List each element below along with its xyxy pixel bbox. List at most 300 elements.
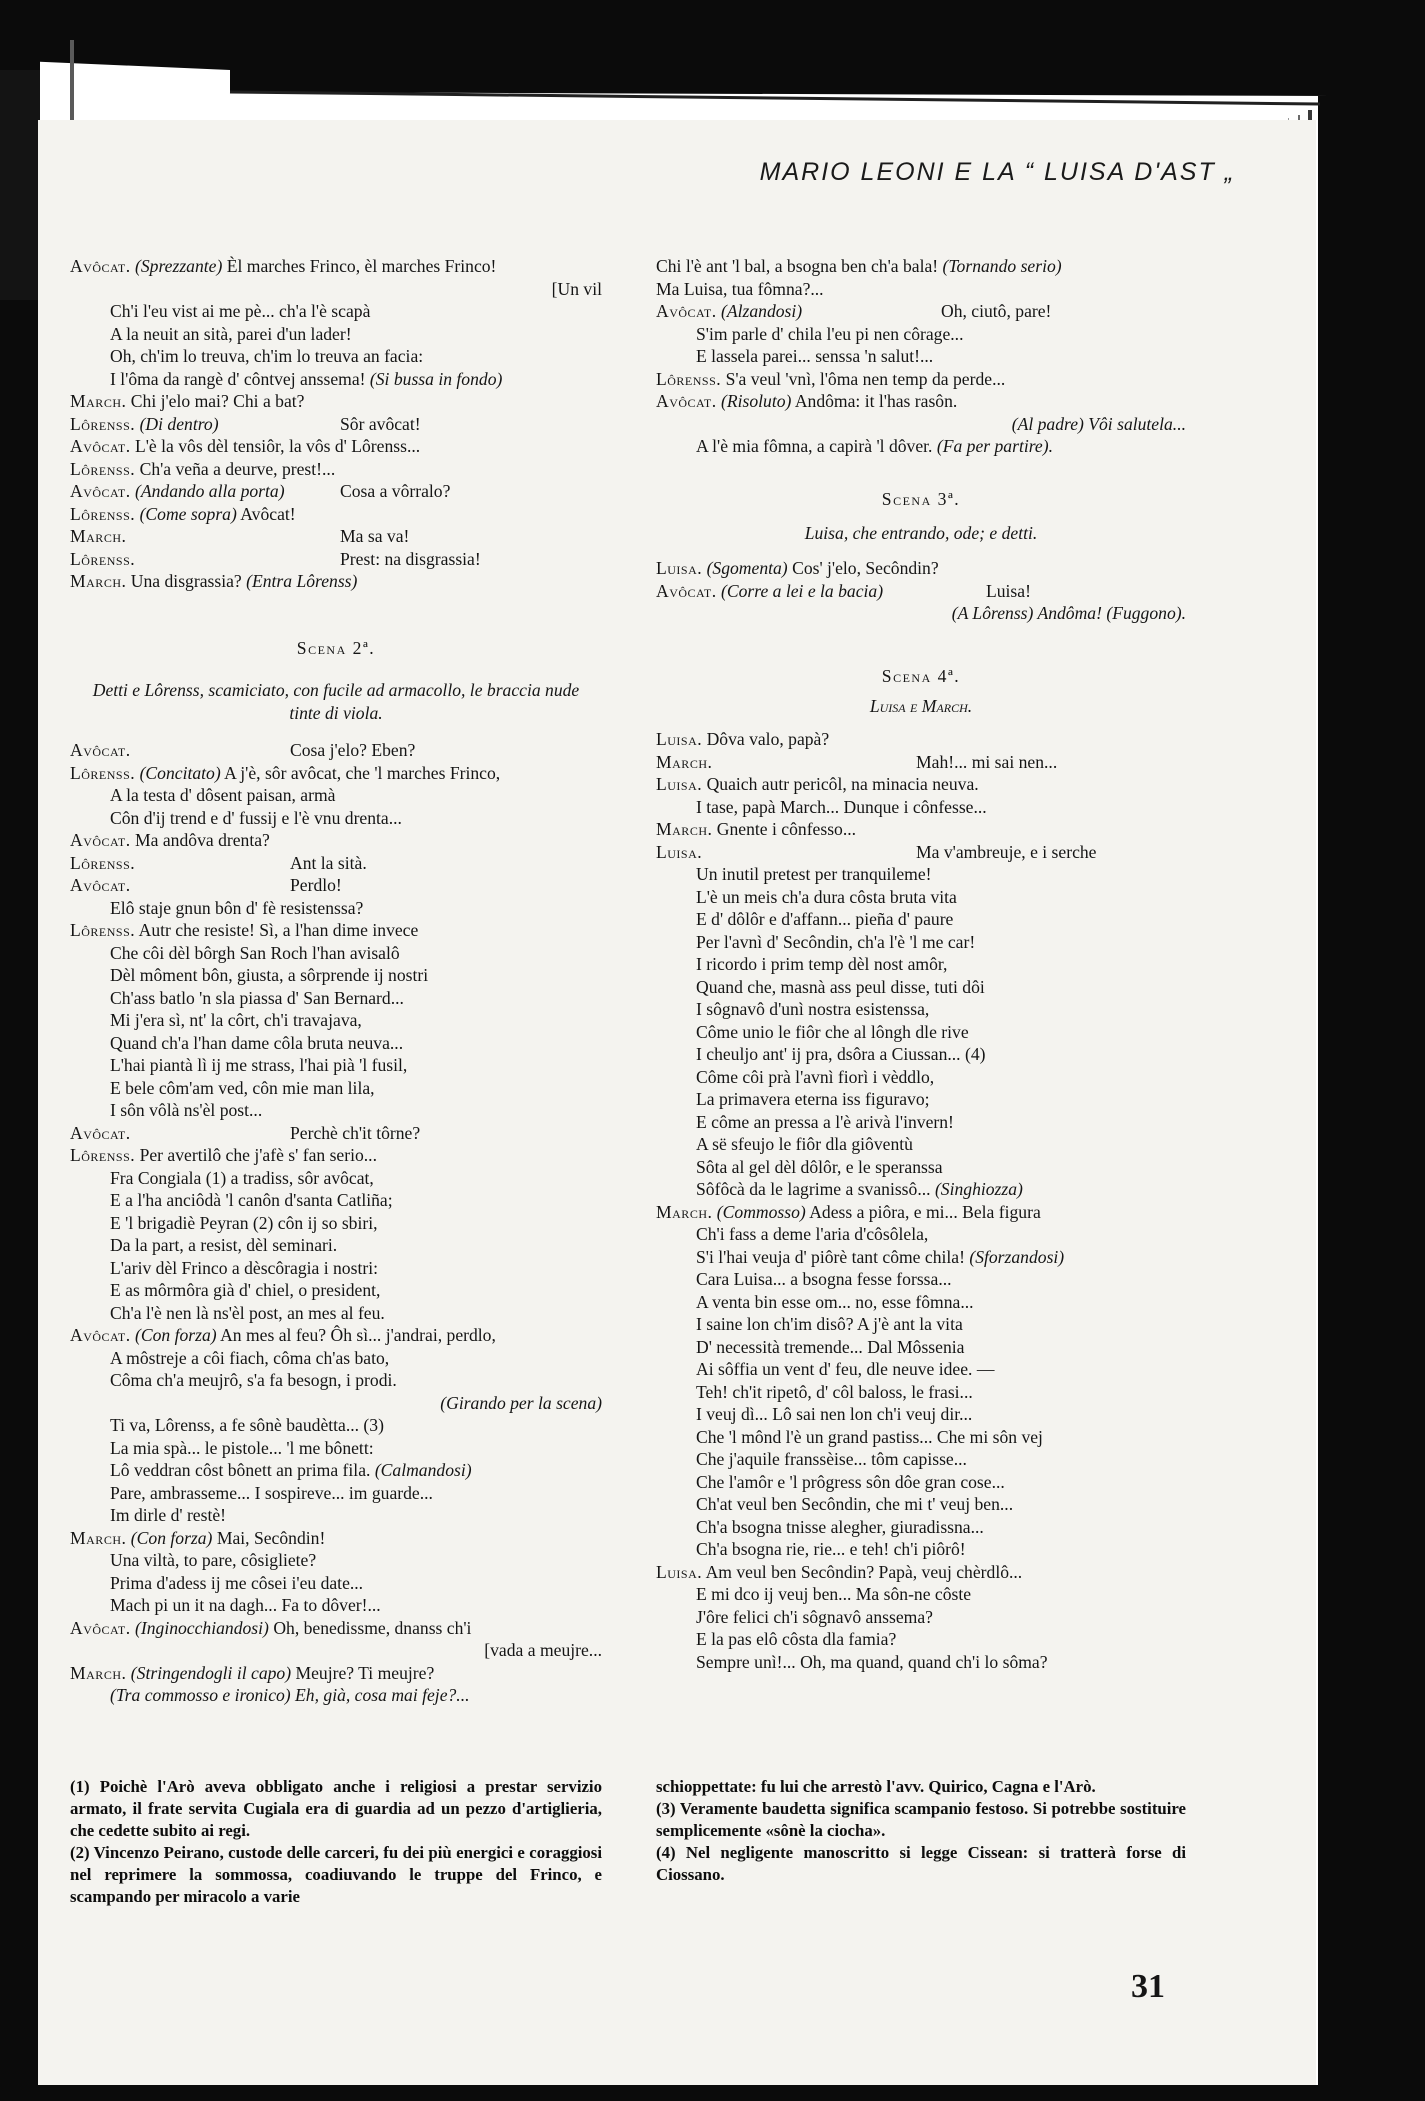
speaker-name: Luisa. [656,558,703,578]
speaker-name: Lôrenss. [70,762,136,783]
speaker-name: Avôcat. [70,740,131,760]
line-text: Una disgrassia? [130,571,242,591]
line-text: Che côi dèl bôrgh San Roch l'han avisalô [110,942,400,963]
verse-line [70,548,602,571]
verse-line [656,1336,1186,1359]
line-text: S'im parle d' chila l'eu pi nen côrage... [696,323,964,344]
line-text: D' necessità tremende... Dal Môssenia [696,1336,965,1357]
speaker-name: Lôrenss. [70,852,136,873]
line-text: Ch'a bsogna tnisse alegher, giuradissna... [696,1516,984,1537]
stage-direction: (Di dentro) [139,413,219,434]
line-text: L'hai piantà lì ij me strass, l'hai pià 'l fusil, [110,1055,408,1075]
speaker-name: Lôrenss. [70,413,136,434]
line-text: Gnente i cônfesso... [716,819,857,839]
verse-line [656,728,1186,751]
verse-line [656,300,1186,323]
line-text: [Un vil [551,278,602,299]
speaker-name: Lôrenss. [70,1145,136,1165]
verse-line [656,278,1186,301]
line-text: E la pas elô côsta dla famia? [696,1629,897,1649]
verse-line [656,1471,1186,1494]
line-text: [vada a meujre... [484,1640,602,1660]
speaker-name: Luisa. [656,729,703,749]
verse-line [70,762,602,785]
line-text: Chi l'è ant 'l bal, a bsogna ben ch'a bala! [656,256,939,276]
line-text: Andôma: it l'has rasôn. [794,391,958,411]
line-text: J'ôre felici ch'i sôgnavô anssema? [696,1606,933,1627]
dialogue-block-1 [70,255,602,593]
stage-direction: (Sforzandosi) [969,1246,1065,1267]
verse-line [656,557,1186,580]
verse-line [656,1268,1186,1291]
line-text: L'è la vôs dèl tensiôr, la vôs d' Lôrenss... [135,436,421,456]
line-text: I l'ôma da rangè d' côntvej anssema! [110,368,366,389]
line-text: Ai sôffia un vent d' feu, dle neuve idee. — [696,1359,995,1379]
line-text: E mi dco ij veuj ben... Ma sôn-ne côste [696,1584,972,1604]
verse-line [70,739,602,762]
line-text: Pare, ambrasseme... I sospireve... im guarde... [110,1482,433,1503]
running-title: MARIO LEONI E LA “ LUISA D'AST „ [759,158,1235,186]
right-column [656,255,1186,1673]
verse-line [70,1122,602,1145]
speaker-name: Avôcat. [656,301,717,321]
stage-direction: (Concitato) [139,762,221,783]
line-text: Sôfôcà da le lagrime a svanissô... [696,1179,931,1199]
verse-line [656,841,1186,864]
line-text: Ma v'ambreuje, e i serche [916,841,1097,862]
line-text: Sôta al gel dèl dôlôr, e le speranssa [696,1156,943,1177]
line-text: Ch'a bsogna rie, rie... e teh! ch'i piôrô! [696,1539,966,1559]
verse-line [70,1324,602,1347]
line-text: Cosa a vôrralo? [340,481,451,501]
verse-line [70,1077,602,1100]
verse-line [70,1189,602,1212]
line-text: I veuj dì... Lô sai nen lon ch'i veuj dir... [696,1404,973,1424]
verse-line [656,1223,1186,1246]
verse-line [656,580,1186,603]
stage-direction: (Inginocchiandosi) [135,1617,269,1638]
stage-direction: (Con forza) [135,1325,217,1345]
line-text: Am veul ben Secôndin? Papà, veuj chèrdlô... [705,1561,1023,1582]
verse-line [70,323,602,346]
line-text: Cara Luisa... a bsogna fesse forssa... [696,1269,952,1289]
scene-2-stage-direction: Detti e Lôrenss, scamiciato, con fucile ad armacollo, le braccia nude tinte di viola. [92,680,580,723]
verse-line [70,1414,602,1437]
verse-line [656,863,1186,886]
stage-direction: (Stringendogli il capo) [130,1662,292,1683]
verse-line [70,1144,602,1167]
verse-line [656,1291,1186,1314]
line-text: I sôgnavô d'unì nostra esistenssa, [696,999,930,1019]
speaker-name: March. [70,1662,127,1683]
verse-line [656,1201,1186,1224]
footnote-2: (2) Vincenzo Peirano, custode delle carceri, fu dei più energici e coraggiosi nel reprimere la sommossa, coadiuvando le truppe del Frinco, e scampando per miracolo a varie [70,1843,602,1906]
verse-line [70,1032,602,1055]
line-text: Ch'i fass a deme l'aria d'côsôlela, [696,1224,929,1244]
verse-line [656,1246,1186,1269]
line-text: Mai, Secôndin! [216,1527,326,1548]
verse-line [656,345,1186,368]
verse-line [656,773,1186,796]
verse-line [70,1212,602,1235]
line-text: Oh, benedissme, dnanss ch'i [273,1617,472,1638]
line-text: Prest: na disgrassia! [340,548,481,569]
line-text: I sôn vôlà ns'èl post... [110,1100,263,1120]
verse-line [70,345,602,368]
verse-line [656,368,1186,391]
speaker-name: Luisa. [656,841,703,862]
speaker-name: Avôcat. [70,481,131,501]
verse-line [70,1594,602,1617]
verse-line [656,1403,1186,1426]
stage-direction: (Fa per partire). [936,436,1053,456]
verse-line [656,818,1186,841]
verse-line [656,1426,1186,1449]
verse-line [70,1054,602,1077]
line-text: I cheuljo ant' ij pra, dsôra a Ciussan... (4) [696,1044,986,1064]
speaker-name: Avôcat. [70,436,131,456]
scene-4-title: Scena 4ª. [881,665,961,686]
line-text: L'ariv dèl Frinco a dèscôragia i nostri: [110,1257,378,1278]
line-text: Ch'ass batlo 'n sla piassa d' San Bernard... [110,987,404,1008]
verse-line [656,1313,1186,1336]
verse-line [656,1538,1186,1561]
speaker-name: Avôcat. [656,391,717,411]
verse-line [70,852,602,875]
line-text: Luisa! [986,580,1031,601]
line-text: E d' dôlôr e d'affann... pieña d' paure [696,909,954,929]
verse-line [656,1066,1186,1089]
footnote-1: (1) Poichè l'Arò aveva obbligato anche i religiosi a prestar servizio armato, il frate servita Cugiala era di guardia ad un pezzo d'artiglieria, che cedette subito ai regi. [70,1777,602,1840]
line-text: Ch'i l'eu vist ai me pè... ch'a l'è scapà [110,301,371,321]
line-text: Ch'a l'è nen là ns'èl post, an mes al feu. [110,1302,385,1323]
line-text: I tase, papà March... Dunque i cônfesse... [696,796,987,817]
line-text: I saine lon ch'im disô? A j'è ant la vita [696,1314,963,1334]
line-text: A së sfeujo le fiôr dla giôventù [696,1134,913,1154]
speaker-name: Avôcat. [70,1122,131,1143]
speaker-name: March. [70,391,127,411]
verse-line [656,908,1186,931]
speaker-name: March. [656,819,713,839]
dialogue-block-2 [70,739,602,1707]
line-text: Fra Congiala (1) a tradiss, sôr avôcat, [110,1167,374,1188]
speaker-name: Avôcat. [70,830,131,850]
line-text: E lassela parei... senssa 'n salut!... [696,346,934,366]
verse-line [70,1572,602,1595]
verse-line [70,942,602,965]
verse-line [70,874,602,897]
line-text: E a l'ha anciôdà 'l canôn d'santa Catliña; [110,1190,393,1210]
line-text: An mes al feu? Ôh sì... j'andrai, perdlo, [220,1325,496,1345]
verse-line [656,1561,1186,1584]
line-text: Oh, ciutô, pare! [941,301,1052,321]
line-text: La primavera eterna iss figuravo; [696,1089,930,1109]
stage-direction: (Con forza) [130,1527,213,1548]
verse-line [656,1133,1186,1156]
line-text: Sempre unì!... Oh, ma quand, quand ch'i lo sôma? [696,1651,1048,1672]
line-text: Autr che resiste! Sì, a l'han dime invece [138,920,419,940]
verse-line [70,1504,602,1527]
verse-line [70,1549,602,1572]
verse-line [656,602,1186,625]
stage-direction: (Andando alla porta) [135,481,285,501]
line-text: Èl marches Frinco, èl marches Frinco! [226,256,497,276]
line-text: Per l'avnì d' Secôndin, ch'a l'è 'l me car! [696,931,976,952]
line-text: Ant la sità. [290,852,367,873]
line-text: Cos' j'elo, Secôndin? [792,558,939,578]
verse-line [656,1606,1186,1629]
stage-direction: (Come sopra) [139,503,237,524]
line-text: Quaich autr pericôl, na minacia neuva. [706,774,979,794]
verse-line [70,1099,602,1122]
verse-line [656,255,1186,278]
verse-line [656,1628,1186,1651]
verse-line [656,413,1186,436]
verse-line [656,1448,1186,1471]
speaker-name: Avôcat. [70,1617,131,1638]
stage-direction: (Alzandosi) [721,301,803,321]
line-text: Adess a piôra, e mi... Bela figura [809,1201,1041,1222]
line-text: Un inutil pretest per tranquileme! [696,864,932,884]
verse-line [70,480,602,503]
verse-line [656,1358,1186,1381]
verse-line [70,503,602,526]
line-text: Côma ch'a meujrô, s'a fa besogn, i prodi. [110,1370,397,1390]
verse-line [656,953,1186,976]
verse-line [656,1651,1186,1674]
stage-direction: (Calmandosi) [374,1460,472,1480]
line-text: S'i l'hai veuja d' piôrè tant côme chila! [696,1246,965,1267]
verse-line [70,1369,602,1392]
speaker-name: Avôcat. [656,580,717,601]
verse-line [656,1088,1186,1111]
verse-line [656,998,1186,1021]
verse-line [70,1234,602,1257]
verse-line [656,931,1186,954]
speaker-name: Luisa. [656,774,703,794]
verse-line [656,751,1186,774]
verse-line [70,525,602,548]
line-text: Perdlo! [290,875,342,895]
line-text: Côme côi prà l'avnì fiorì i vèddlo, [696,1066,935,1087]
line-text: Ma andôva drenta? [135,830,270,850]
stage-direction: (Girando per la scena) [440,1392,602,1413]
speaker-name: Avôcat. [70,875,131,895]
stage-direction: (Singhiozza) [934,1179,1023,1199]
stage-direction: (Risoluto) [721,391,792,411]
line-text: Ch'at veul ben Secôndin, che mi t' veuj ben... [696,1494,1014,1514]
verse-line [656,1516,1186,1539]
verse-line [70,1639,602,1662]
page-number: 31 [1131,1968,1165,2005]
line-text: Prima d'adess ij me côsei i'eu date... [110,1572,364,1593]
footnote-4: (4) Nel negligente manoscritto si legge Cissean: si tratterà forse di Ciossano. [656,1843,1186,1884]
verse-line [70,413,602,436]
stage-direction: (Si bussa in fondo) [369,368,503,389]
verse-line [70,255,602,278]
speaker-name: Lôrenss. [656,368,722,389]
verse-line [70,390,602,413]
line-text: Côn d'ij trend e d' fussij e l'è vnu drenta... [110,807,402,828]
verse-line [656,435,1186,458]
verse-line [656,886,1186,909]
verse-line [70,278,602,301]
line-text: E bele côm'am ved, côn mie man lila, [110,1077,375,1098]
verse-line [656,976,1186,999]
verse-line [656,796,1186,819]
stage-direction: (Al padre) Vôi salutela... [1011,413,1186,434]
line-text: Sôr avôcat! [340,413,421,434]
line-text: Da la part, a resist, dèl seminari. [110,1235,338,1255]
line-text: Chi j'elo mai? Chi a bat? [130,391,305,411]
verse-line [70,1437,602,1460]
scene-3-title: Scena 3ª. [881,488,961,509]
speaker-name: March. [70,1527,127,1548]
line-text: L'è un meis ch'a dura côsta bruta vita [696,886,957,907]
verse-line [70,1617,602,1640]
verse-line [70,964,602,987]
verse-line [70,987,602,1010]
line-text: Avôcat! [240,503,296,524]
line-text: Lô veddran côst bônett an prima fila. [110,1460,371,1480]
verse-line [70,1392,602,1415]
line-text: Mi j'era sì, nt' la côrt, ch'i travajava, [110,1010,362,1030]
line-text: Teh! ch'it ripetô, d' côl baloss, le frasi... [696,1381,973,1402]
scene-2-title: Scena 2ª. [296,637,376,658]
line-text: A la testa d' dôsent paisan, armà [110,785,336,805]
stage-direction: (Sgomenta) [706,558,788,578]
verse-line [656,1178,1186,1201]
stage-direction: (Entra Lôrenss) [246,571,358,591]
line-text: E côme an pressa a l'è arivà l'invern! [696,1111,954,1132]
verse-line [70,919,602,942]
line-text: A môstreje a côi fiach, côma ch'as bato, [110,1347,390,1368]
line-text: Meujre? Ti meujre? [295,1662,435,1683]
line-text: Quand ch'a l'han dame côla bruta neuva... [110,1032,404,1053]
footnotes-right [656,1776,1186,1886]
verse-line [70,829,602,852]
stage-direction: (Tornando serio) [942,256,1062,276]
line-text: Oh, ch'im lo treuva, ch'im lo treuva an facia: [110,346,424,366]
verse-line [70,1662,602,1685]
verse-line [70,1009,602,1032]
verse-line [70,897,602,920]
speaker-name: Avôcat. [70,256,131,276]
verse-line [70,300,602,323]
verse-line [656,1021,1186,1044]
verse-line [70,1279,602,1302]
line-text: Im dirle d' restè! [110,1505,227,1525]
scene-4-stage-direction: Luisa e March. [869,696,973,716]
verse-line [70,435,602,458]
speaker-name: March. [656,1201,713,1222]
verse-line [656,390,1186,413]
stage-direction: (Corre a lei e la bacia) [721,580,884,601]
verse-line [70,1167,602,1190]
verse-line [70,1459,602,1482]
line-text: Ch'a veña a deurve, prest!... [139,458,336,479]
verse-line [656,1381,1186,1404]
line-text: Côme unio le fiôr che al lôngh dle rive [696,1021,969,1042]
line-text: E 'l brigadiè Peyran (2) côn ij so sbiri, [110,1212,378,1233]
line-text: Mach pi un it na dagh... Fa to dôver!... [110,1595,381,1615]
line-text: A venta bin esse om... no, esse fômna... [696,1291,974,1312]
verse-line [70,368,602,391]
line-text: Mah!... mi sai nen... [916,751,1058,772]
line-text: Che l'amôr e 'l prôgress sôn dôe gran cose... [696,1471,1005,1492]
scene-3-stage-direction: Luisa, che entrando, ode; e detti. [804,523,1038,543]
dialogue-block-5 [656,728,1186,1673]
stage-direction: (Commosso) [716,1201,806,1222]
line-text: Per avertilô che j'afè s' fan serio... [139,1145,377,1165]
speaker-name: Lôrenss. [70,458,136,479]
speaker-name: Avôcat. [70,1325,131,1345]
verse-line [70,807,602,830]
line-text: Ti va, Lôrenss, a fe sônè baudètta... (3) [110,1415,384,1435]
line-text: A la neuit an sità, parei d'un lader! [110,323,352,344]
line-text: Cosa j'elo? Eben? [290,740,416,760]
line-text: Elô staje gnun bôn d' fè resistenssa? [110,897,364,918]
stage-direction: (Tra commosso e ironico) Eh, già, cosa mai feje?... [110,1685,470,1705]
verse-line [70,1482,602,1505]
line-text: E as môrmôra già d' chiel, o president, [110,1280,381,1300]
line-text: I ricordo i prim temp dèl nost amôr, [696,954,948,974]
speaker-name: March. [656,751,713,772]
verse-line [656,1156,1186,1179]
line-text: Dôva valo, papà? [706,729,830,749]
left-column [70,255,602,1707]
speaker-name: March. [70,571,127,591]
speaker-name: Lôrenss. [70,503,136,524]
verse-line [656,1583,1186,1606]
footnote-3: (3) Veramente baudetta significa scampanio festoso. Si potrebbe sostituire semplicemente «sônè la ciocha». [656,1799,1186,1840]
line-text: Che j'aquile franssèise... tôm capisse... [696,1449,967,1469]
verse-line [656,1111,1186,1134]
verse-line [70,1257,602,1280]
line-text: Perchè ch'it tôrne? [290,1122,421,1143]
stage-direction: (A Lôrenss) Andôma! (Fuggono). [951,603,1186,623]
verse-line [70,570,602,593]
stage-direction: (Sprezzante) [135,256,223,276]
verse-line [656,1043,1186,1066]
speaker-name: Luisa. [656,1561,703,1582]
footnote-2-continued: schioppettate: fu lui che arrestò l'avv. Quirico, Cagna e l'Arò. [656,1777,1096,1796]
line-text: Ma sa va! [340,526,410,546]
line-text: Dèl môment bôn, giusta, a sôrprende ij nostri [110,965,429,985]
speaker-name: March. [70,526,127,546]
dialogue-block-3 [656,255,1186,458]
verse-line [70,1527,602,1550]
footnotes-left [70,1776,602,1908]
verse-line [70,784,602,807]
line-text: Quand che, masnà ass peul disse, tuti dôi [696,976,985,997]
speaker-name: Lôrenss. [70,548,136,569]
line-text: S'a veul 'vnì, l'ôma nen temp da perde... [725,368,1006,389]
dialogue-block-4 [656,557,1186,625]
verse-line [70,458,602,481]
verse-line [656,1493,1186,1516]
line-text: La mia spà... le pistole... 'l me bônett: [110,1437,374,1458]
verse-line [70,1302,602,1325]
line-text: A l'è mia fômna, a capirà 'l dôver. [696,436,933,456]
line-text: Ma Luisa, tua fômna?... [656,278,824,299]
verse-line [70,1347,602,1370]
verse-line [70,1684,602,1707]
line-text: Che 'l mônd l'è un grand pastiss... Che mi sôn vej [696,1426,1043,1447]
verse-line [656,323,1186,346]
line-text: A j'è, sôr avôcat, che 'l marches Frinco, [224,762,501,783]
speaker-name: Lôrenss. [70,920,136,940]
